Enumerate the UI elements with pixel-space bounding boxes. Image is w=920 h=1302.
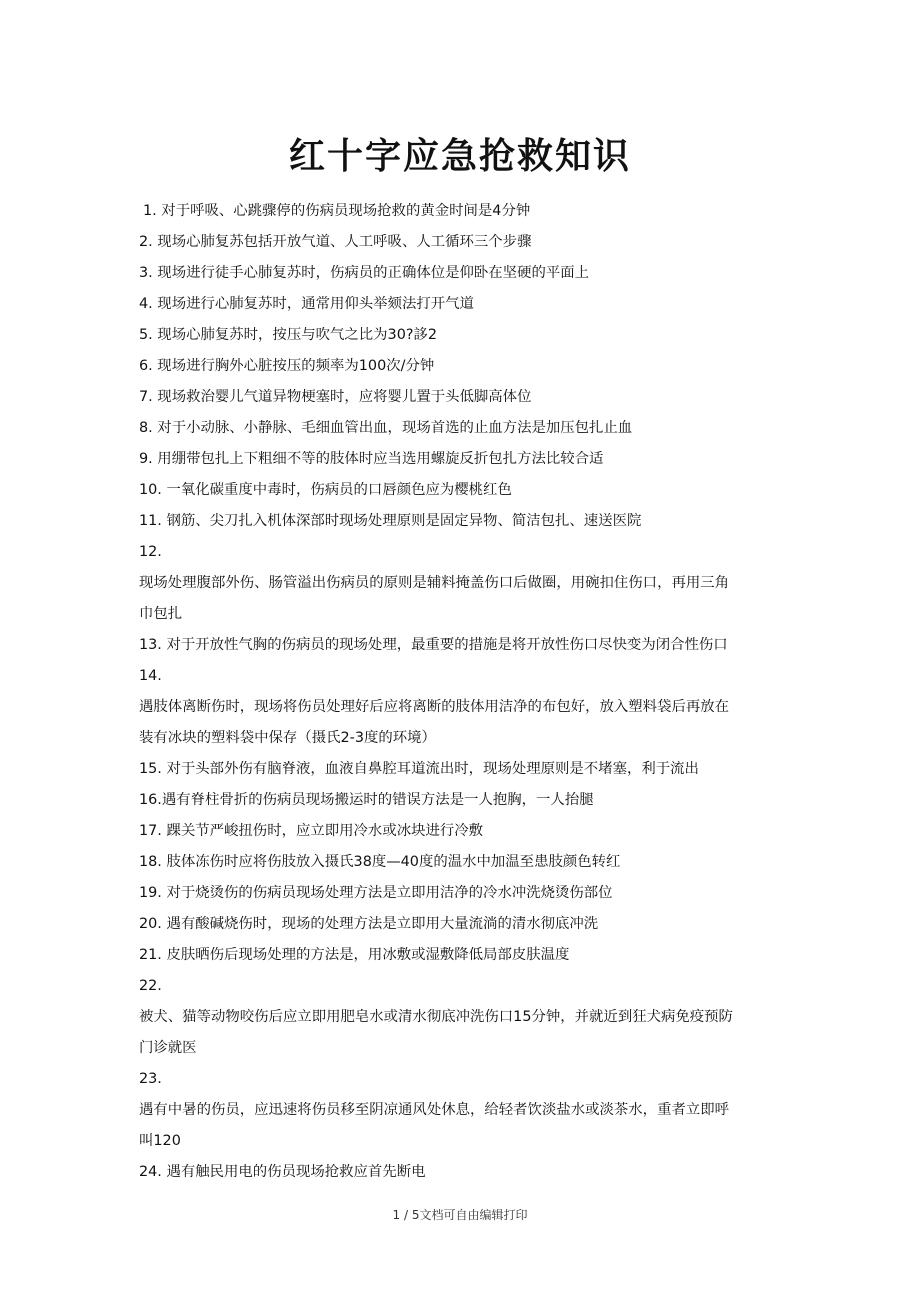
text-line: 17. 踝关节严峻扭伤时，应立即用冷水或冰块进行冷敷 [139,823,484,839]
text-line: 装有冰块的塑料袋中保存（摄氏2-3度的环境） [139,730,436,746]
text-line: 10. 一氧化碳重度中毒时，伤病员的口唇颜色应为樱桃红色 [139,482,512,498]
text-line: 9. 用绷带包扎上下粗细不等的肢体时应当选用螺旋反折包扎方法比较合适 [139,451,604,467]
text-line: 8. 对于小动脉、小静脉、毛细血管出血，现场首选的止血方法是加压包扎止血 [139,420,633,436]
text-line: 门诊就医 [139,1040,197,1056]
text-line: 11. 钢筋、尖刀扎入机体深部时现场处理原则是固定异物、简洁包扎、速送医院 [139,513,642,529]
text-line: 12. [139,544,162,560]
text-line: 5. 现场心肺复苏时，按压与吹气之比为30?誃2 [139,327,438,343]
text-line: 遇有中暑的伤员，应迅速将伤员移至阴凉通风处休息，给轻者饮淡盐水或淡茶水，重者立即呼 [139,1102,730,1118]
page-footer: 1 / 5文档可自由编辑打印 [392,1208,528,1222]
text-line: 15. 对于头部外伤有脑脊液，血液自鼻腔耳道流出时，现场处理原则是不堵塞，利于流出 [139,761,699,777]
text-line: 6. 现场进行胸外心脏按压的频率为100次/分钟 [139,358,435,374]
text-line: 20. 遇有酸碱烧伤时，现场的处理方法是立即用大量流淌的清水彻底冲洗 [139,916,599,932]
text-line: 叫120 [139,1133,181,1149]
text-line: 18. 肢体冻伤时应将伤肢放入摄氏38度—40度的温水中加温至患肢颜色转红 [139,854,621,870]
text-line: 19. 对于烧烫伤的伤病员现场处理方法是立即用洁净的冷水冲洗烧烫伤部位 [139,885,613,901]
document-body [139,196,789,1188]
text-line: 遇肢体离断伤时，现场将伤员处理好后应将离断的肢体用洁净的布包好，放入塑料袋后再放在 [139,699,730,715]
text-line: 3. 现场进行徒手心肺复苏时，伤病员的正确体位是仰卧在坚硬的平面上 [139,265,590,281]
text-line: 7. 现场救治婴儿气道异物梗塞时，应将婴儿置于头低脚高体位 [139,389,532,405]
text-line: 现场处理腹部外伤、肠管溢出伤病员的原则是辅料掩盖伤口后做圈，用碗扣住伤口，再用三角 [139,575,730,591]
text-line: 1. 对于呼吸、心跳骤停的伤病员现场抢救的黄金时间是4分钟 [143,203,531,219]
page-title: 红十字应急抢救知识 [288,136,631,177]
text-line: 巾包扎 [139,606,183,622]
text-line: 14. [139,668,162,684]
text-line: 4. 现场进行心肺复苏时，通常用仰头举颏法打开气道 [139,296,474,312]
text-line: 2. 现场心肺复苏包括开放气道、人工呼吸、人工循环三个步骤 [139,234,532,250]
text-line: 被犬、猫等动物咬伤后应立即用肥皂水或清水彻底冲洗伤口15分钟，并就近到狂犬病免疫预防 [139,1009,733,1025]
text-line: 24. 遇有触民用电的伤员现场抢救应首先断电 [139,1164,426,1180]
text-line: 23. [139,1071,162,1087]
text-line: 22. [139,978,162,994]
text-line: 21. 皮肤晒伤后现场处理的方法是，用冰敷或湿敷降低局部皮肤温度 [139,947,570,963]
text-line: 16.遇有脊柱骨折的伤病员现场搬运时的错误方法是一人抱胸，一人抬腿 [139,792,594,808]
text-line: 13. 对于开放性气胸的伤病员的现场处理，最重要的措施是将开放性伤口尽快变为闭合性伤口 [139,637,728,653]
